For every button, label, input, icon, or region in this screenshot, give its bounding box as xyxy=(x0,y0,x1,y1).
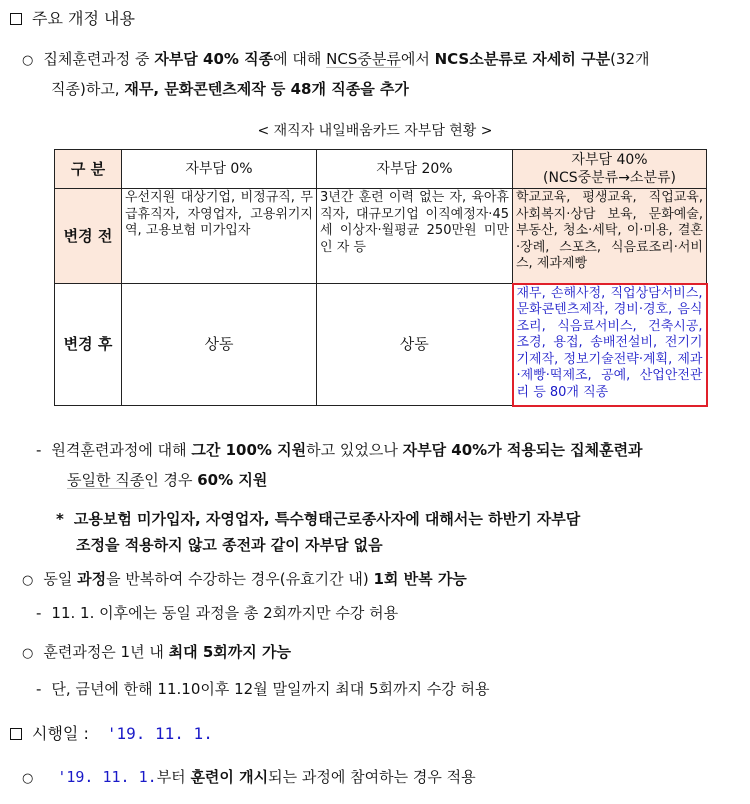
text-bold: 훈련이 개시 xyxy=(190,768,269,786)
star-note-line-1 xyxy=(56,509,580,529)
bullet-repeat-course xyxy=(22,569,467,591)
text-bold: 자부담 40%가 적용되는 집체훈련과 xyxy=(402,441,643,459)
text: 되는 과정에 참여하는 경우 적용 xyxy=(268,768,476,786)
star-note-line-2 xyxy=(76,535,383,555)
text-bold: 1회 반복 가능 xyxy=(373,570,467,588)
text-bold: 과정 xyxy=(77,570,107,588)
text: 하고 있었으나 xyxy=(306,441,403,459)
text: 인 경우 xyxy=(144,471,198,489)
text: 을 반복하여 수강하는 경우(유효기간 내) xyxy=(106,570,374,588)
text: 동일 xyxy=(43,570,78,588)
circle-bullet-icon: ○ xyxy=(22,53,34,68)
text: (32개 xyxy=(610,50,650,68)
cell-before-copay-20: 3년간 훈련 이력 없는 자, 육아휴직자, 대규모기업 이직예정자·45세 이상자·월평균 250만원 미만인 자 등 xyxy=(317,189,513,284)
table-caption: < 재직자 내일배움카드 자부담 현황 > xyxy=(257,123,493,139)
text-bold: 그간 100% 지원 xyxy=(191,441,307,459)
start-date: '19. 11. 1. xyxy=(57,768,157,786)
dash-item-1-line-1 xyxy=(36,440,643,460)
checkbox-square-icon xyxy=(10,13,22,25)
table-row-before xyxy=(55,189,707,284)
text: 에 대해 xyxy=(273,50,327,68)
cell-before-copay-40: 학교교육, 평생교육, 직업교육, 사회복지·상담 보육, 문화예술, 부동산, 청소·세탁, 이·미용, 결혼·장례, 스포츠, 식음료조리·서비스, 제과제빵 xyxy=(513,189,707,284)
bullet-application xyxy=(22,767,476,789)
text-bold: 60% 지원 xyxy=(197,471,268,489)
text-bold: 자부담 40% 직종 xyxy=(154,50,274,68)
table-header-row xyxy=(55,150,707,189)
text: 직종)하고, xyxy=(51,80,125,98)
text: 부터 xyxy=(156,768,191,786)
text-bold: 고용보험 미가입자, 자영업자, 특수형태근로종사자에 대해서는 하반기 자부담 xyxy=(73,510,581,528)
cell-before-copay-0: 우선지원 대상기업, 비정규직, 무급휴직자, 자영업자, 고용위기지역, 고용보험 미가입자 xyxy=(122,189,317,284)
dash-bullet: - xyxy=(36,680,42,698)
cell-after-copay-40: 재무, 손해사정, 직업상담서비스, 문화콘텐츠제작, 경비·경호, 음식조리, 식음료서비스, 건축시공, 조경, 용접, 송배전설비, 전기기기제작, 정보기술전략·계획, 제과·제빵·떡제조, 공예, 산업안전관리 등 80개 직종 xyxy=(513,284,707,406)
text-bold: 재무, 문화콘텐츠제작 등 48개 직종을 추가 xyxy=(124,80,409,98)
text-underlined: 동일한 직종 xyxy=(67,471,145,489)
section-title: 주요 개정 내용 xyxy=(32,9,135,28)
row-label-after: 변경 후 xyxy=(55,284,122,406)
bullet-max-courses xyxy=(22,642,291,664)
header-copay-40-line2: (NCS중분류→소분류) xyxy=(543,170,676,186)
table-row-after xyxy=(55,284,707,406)
cell-after-copay-0: 상동 xyxy=(122,284,317,406)
text: 에서 xyxy=(400,50,435,68)
text: 11. 1. 이후에는 동일 과정을 총 2회까지만 수강 허용 xyxy=(51,604,399,622)
paragraph-1-line-2 xyxy=(51,79,409,99)
star-bullet: * xyxy=(56,510,64,528)
header-copay-0: 자부담 0% xyxy=(122,150,317,189)
text-bold: NCS소분류로 자세히 구분 xyxy=(434,50,611,68)
section-title: 시행일 : xyxy=(32,724,89,743)
section-heading-effective-date xyxy=(10,724,213,744)
dash-item-2 xyxy=(36,603,398,623)
cell-after-copay-20: 상동 xyxy=(317,284,513,406)
row-label-before: 변경 전 xyxy=(55,189,122,284)
header-category: 구 분 xyxy=(55,150,122,189)
co-payment-table xyxy=(54,149,708,407)
header-copay-20: 자부담 20% xyxy=(317,150,513,189)
paragraph-1-line-1 xyxy=(22,49,650,71)
text: 훈련과정은 1년 내 xyxy=(43,643,169,661)
text: 집체훈련과정 중 xyxy=(43,50,155,68)
dash-bullet: - xyxy=(36,441,42,459)
dash-bullet: - xyxy=(36,604,42,622)
effective-date: '19. 11. 1. xyxy=(106,724,213,743)
checkbox-square-icon xyxy=(10,728,22,740)
dash-item-1-line-2 xyxy=(67,470,267,490)
text-bold: 최대 5회까지 가능 xyxy=(168,643,291,661)
header-copay-40-line1: 자부담 40% xyxy=(571,152,648,168)
text: 단, 금년에 한해 11.10이후 12월 말일까지 최대 5회까지 수강 허용 xyxy=(51,680,490,698)
circle-bullet-icon: ○ xyxy=(22,771,34,786)
text-bold: 조정을 적용하지 않고 종전과 같이 자부담 없음 xyxy=(76,536,383,554)
section-heading-changes xyxy=(10,9,135,29)
circle-bullet-icon: ○ xyxy=(22,573,34,588)
text-underlined: NCS중분류 xyxy=(326,50,401,68)
dash-item-3 xyxy=(36,679,489,699)
circle-bullet-icon: ○ xyxy=(22,646,34,661)
text: 원격훈련과정에 대해 xyxy=(51,441,192,459)
header-copay-40 xyxy=(513,150,707,189)
